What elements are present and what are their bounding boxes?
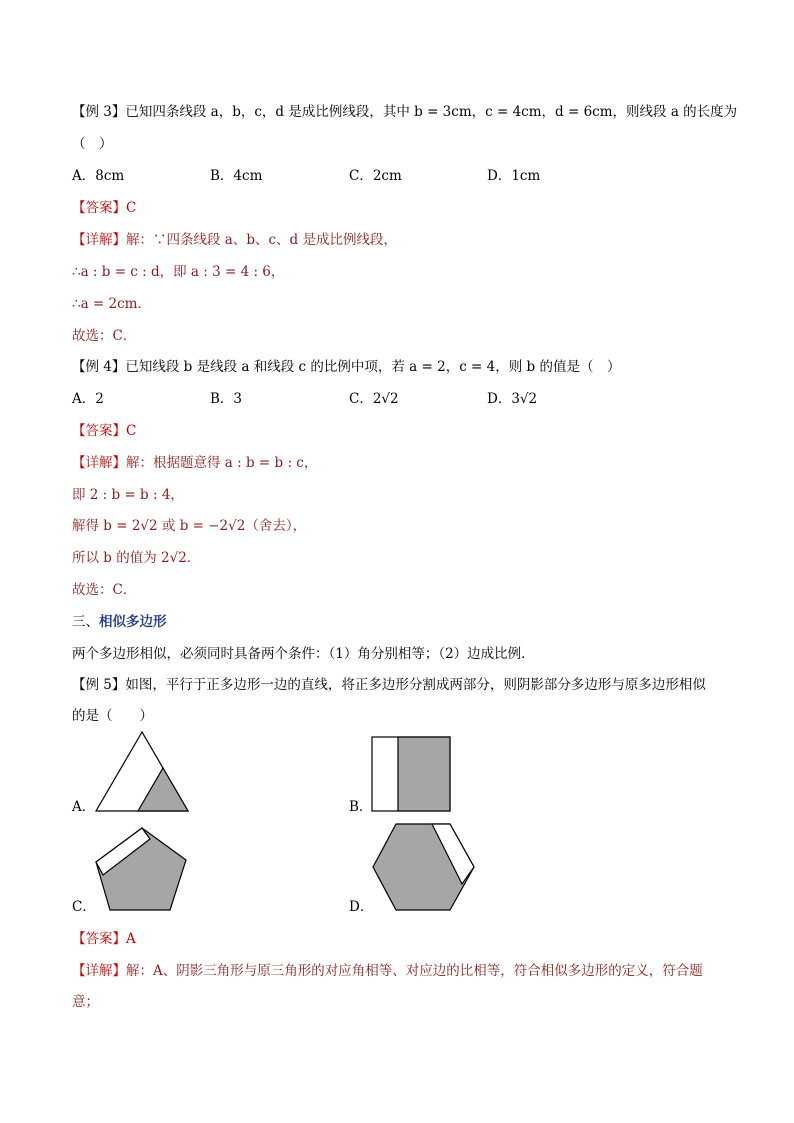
ex5-answer bbox=[72, 929, 136, 949]
ex5-detail-text-1: 解：A、阴影三角形与原三角形的对应角相等、对应边的比相等，符合相似多边形的定义，符合题 bbox=[126, 963, 703, 979]
ex5-detail-label: 【详解】 bbox=[72, 963, 126, 979]
ex4-detail-line-3: 解得 b = 2√2 或 b = −2√2（舍去）， bbox=[72, 518, 307, 534]
ex4-detail-line-2: 即 2 : b = b : 4， bbox=[72, 487, 184, 503]
ex5-question-line-1: 【例 5】如图，平行于正多边形一边的直线，将正多边形分割成两部分，则阴影部分多边形与原多边形相似 bbox=[72, 677, 706, 693]
ex5-question-line-2: 的是（ ） bbox=[72, 708, 153, 724]
ex5-figure-b-square bbox=[368, 734, 454, 814]
ex5-detail-line-2: 意； bbox=[72, 994, 99, 1010]
ex5-fig-label-b: B． bbox=[349, 799, 373, 815]
ex5-fig-label-a: A． bbox=[72, 799, 96, 815]
ex3-option-b: B．4cm bbox=[210, 168, 263, 184]
ex4-option-d: D．3√2 bbox=[487, 391, 538, 407]
ex4-detail-label: 【详解】 bbox=[72, 455, 126, 471]
ex4-option-a: A．2 bbox=[72, 391, 104, 407]
ex4-detail-line-4: 所以 b 的值为 2√2． bbox=[72, 550, 201, 566]
ex5-answer-label: 【答案】 bbox=[72, 931, 126, 947]
ex5-detail-line-1 bbox=[72, 961, 703, 981]
ex4-answer bbox=[72, 421, 136, 441]
ex5-fig-label-c: C． bbox=[72, 899, 96, 915]
ex4-detail-line-1 bbox=[72, 453, 317, 473]
ex3-detail-line-3: ∴a = 2cm． bbox=[72, 296, 151, 312]
ex5-figure-a-triangle bbox=[92, 728, 192, 814]
ex4-question: 【例 4】已知线段 b 是线段 a 和线段 c 的比例中项，若 a = 2，c = 4，则 b 的值是（ ） bbox=[72, 359, 621, 375]
ex4-answer-label: 【答案】 bbox=[72, 423, 126, 439]
ex3-detail-line-4: 故选：C． bbox=[72, 328, 137, 344]
ex3-answer-label: 【答案】 bbox=[72, 200, 126, 216]
ex3-detail-label: 【详解】 bbox=[72, 232, 126, 248]
ex3-question-bracket: （ ） bbox=[72, 136, 113, 152]
section-title: 相似多边形 bbox=[99, 614, 167, 630]
ex3-option-a: A．8cm bbox=[72, 168, 125, 184]
ex5-figure-c-pentagon bbox=[90, 822, 190, 914]
ex3-detail-line-2: ∴a : b = c : d，即 a : 3 = 4 : 6， bbox=[72, 264, 285, 280]
ex3-detail-line-1 bbox=[72, 230, 397, 250]
section-heading bbox=[72, 612, 167, 632]
section-intro: 两个多边形相似，必须同时具备两个条件：（1）角分别相等；（2）边成比例． bbox=[72, 646, 535, 662]
ex4-answer-value: C bbox=[126, 423, 137, 439]
ex3-question bbox=[72, 102, 737, 122]
ex4-option-c: C．2√2 bbox=[349, 391, 399, 407]
ex3-detail-text-1: 解：∵四条线段 a、b、c、d 是成比例线段， bbox=[126, 232, 397, 248]
ex4-detail-line-5: 故选：C． bbox=[72, 582, 137, 598]
ex3-question-text: 【例 3】已知四条线段 a，b，c，d 是成比例线段，其中 b = 3cm，c = 4cm，d = 6cm，则线段 a 的长度为 bbox=[72, 104, 738, 120]
ex5-figure-d-hexagon bbox=[370, 821, 476, 915]
ex3-answer-value: C bbox=[126, 200, 137, 216]
ex4-detail-text-1: 解：根据题意得 a : b = b : c， bbox=[126, 455, 318, 471]
ex3-option-c: C．2cm bbox=[349, 168, 402, 184]
ex3-option-d: D．1cm bbox=[487, 168, 541, 184]
ex5-answer-value: A bbox=[126, 931, 136, 947]
square-shaded-part bbox=[398, 737, 450, 811]
ex4-option-b: B．3 bbox=[210, 391, 243, 407]
ex3-answer bbox=[72, 198, 136, 218]
section-number: 三、 bbox=[72, 614, 99, 630]
ex5-fig-label-d: D． bbox=[349, 899, 374, 915]
